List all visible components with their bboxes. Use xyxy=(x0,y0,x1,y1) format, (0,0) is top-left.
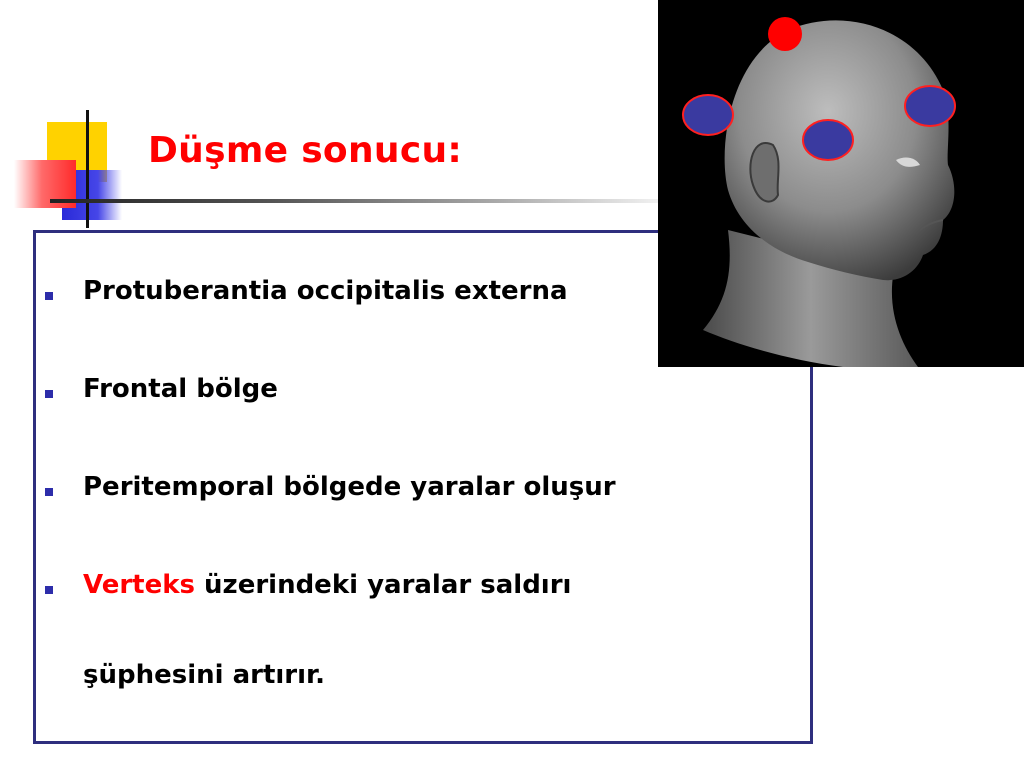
vertex-marker-red xyxy=(768,17,802,51)
bullet-item-3: Peritemporal bölgede yaralar oluşur xyxy=(83,472,616,502)
bullet-marker xyxy=(45,390,53,398)
bullet-marker xyxy=(45,292,53,300)
bullet-item-4 xyxy=(83,570,571,600)
bullet-marker xyxy=(45,488,53,496)
head-profile-illustration xyxy=(658,0,1024,367)
highlight-verteks: Verteks xyxy=(83,570,195,600)
frontal-marker-blue xyxy=(905,86,955,126)
head-illustration xyxy=(658,0,1024,367)
temporal-marker-blue xyxy=(803,120,853,160)
bullet-marker xyxy=(45,586,53,594)
bullet-item-4-continuation: şüphesini artırır. xyxy=(83,660,326,690)
slide-title: Düşme sonucu: xyxy=(148,130,463,171)
decor-vertical-line xyxy=(86,110,89,228)
bullet-item-1: Protuberantia occipitalis externa xyxy=(83,276,568,306)
decor-title-underline xyxy=(50,199,690,203)
occipital-marker-blue xyxy=(683,95,733,135)
bullet-item-4-text: üzerindeki yaralar saldırı xyxy=(195,570,572,600)
bullet-item-2: Frontal bölge xyxy=(83,374,278,404)
